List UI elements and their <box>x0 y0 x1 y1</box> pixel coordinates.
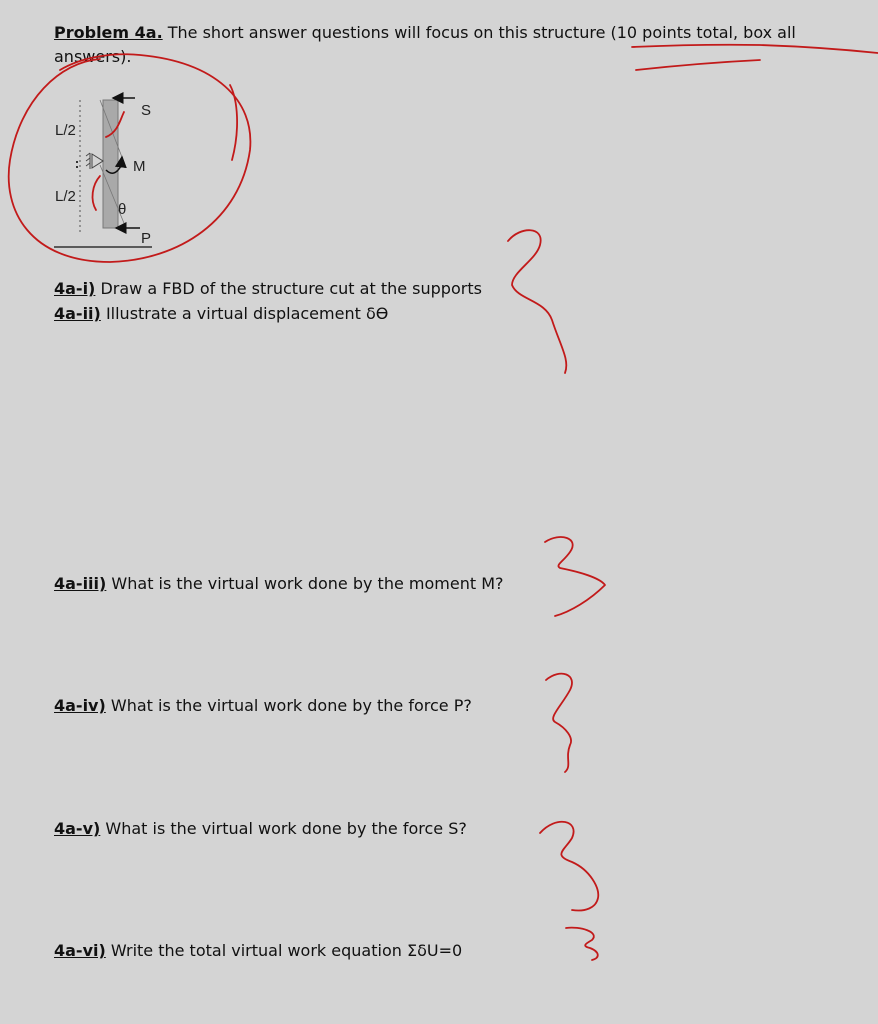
question-label: 4a-i) <box>54 279 96 298</box>
question-4a-vi <box>54 940 462 962</box>
question-label: 4a-ii) <box>54 304 101 323</box>
question-label: 4a-vi) <box>54 941 106 960</box>
question-4a-i <box>54 278 482 300</box>
question-4a-iii <box>54 573 503 595</box>
label-theta: θ <box>118 201 127 218</box>
question-text: Draw a FBD of the structure cut at the supports <box>95 279 482 298</box>
question-label: 4a-v) <box>54 819 101 838</box>
label-bottom-half: L/2 <box>55 188 76 205</box>
problem-label: Problem 4a. <box>54 23 163 42</box>
question-4a-ii <box>54 303 388 325</box>
problem-text: The short answer questions will focus on this structure (10 points total, box all answers). <box>54 23 796 66</box>
label-s: S <box>141 102 152 119</box>
label-top-half: L/2 <box>55 122 76 139</box>
label-m: M <box>133 158 146 175</box>
question-text: What is the virtual work done by the force S? <box>100 819 467 838</box>
question-text: What is the virtual work done by the force P? <box>105 696 472 715</box>
question-text: Write the total virtual work equation ΣδU=0 <box>105 941 463 960</box>
question-label: 4a-iii) <box>54 574 107 593</box>
question-text: Illustrate a virtual displacement δϴ <box>100 304 389 323</box>
question-4a-v <box>54 818 467 840</box>
question-4a-iv <box>54 695 472 717</box>
question-label: 4a-iv) <box>54 696 106 715</box>
label-p: P <box>141 230 152 247</box>
beam <box>103 100 118 228</box>
question-text: What is the virtual work done by the moment M? <box>106 574 504 593</box>
